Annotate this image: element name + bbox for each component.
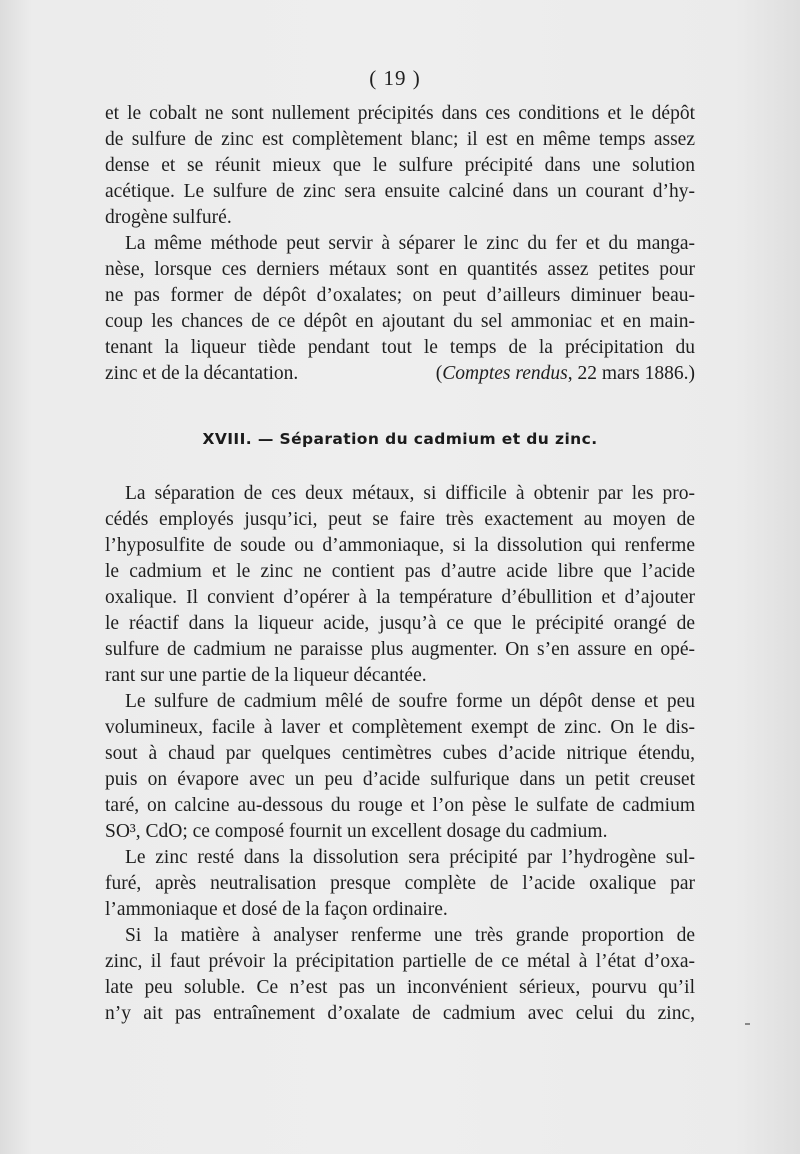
citation-open-paren: ( [435, 363, 443, 384]
citation-line [105, 361, 695, 387]
text-line: Le sulfure de cadmium mêlé de soufre forme un dépôt dense et peu [125, 691, 695, 712]
text-line: puis on évapore avec un peu d’acide sulfurique dans un petit creuset [105, 769, 695, 790]
text-line: l’ammoniaque et dosé de la façon ordinaire. [105, 899, 448, 920]
text-line: volumineux, facile à laver et complètement exempt de zinc. On le dis- [105, 717, 695, 738]
text-line: cédés employés jusqu’ici, peut se faire très exactement au moyen de [105, 509, 695, 530]
text-line: SO³, CdO; ce composé fournit un excellent dosage du cadmium. [105, 821, 608, 842]
text-line: ne pas former de dépôt d’oxalates; on peut d’ailleurs diminuer beau- [105, 285, 695, 306]
text-line: coup les chances de ce dépôt en ajoutant du sel ammoniac et en main- [105, 311, 695, 332]
text-line: sout à chaud par quelques centimètres cubes d’acide nitrique étendu, [105, 743, 695, 764]
text-line: drogène sulfuré. [105, 207, 232, 228]
citation-text: zinc et de la décantation. [105, 363, 299, 384]
text-line: La séparation de ces deux métaux, si difficile à obtenir par les pro- [125, 483, 695, 504]
text-line: n’y ait pas entraînement d’oxalate de cadmium avec celui du zinc, [105, 1003, 695, 1024]
text-line: taré, on calcine au-dessous du rouge et l’on pèse le sulfate de cadmium [105, 795, 695, 816]
text-line: late peu soluble. Ce n’est pas un inconvénient sérieux, pourvu qu’il [105, 977, 695, 998]
section-title: XVIII. — Séparation du cadmium et du zinc. [202, 430, 598, 448]
text-line: rant sur une partie de la liqueur décantée. [105, 665, 427, 686]
text-line: sulfure de cadmium ne paraisse plus augmenter. On s’en assure en opé- [105, 639, 695, 660]
page-number: ( 19 ) [369, 66, 421, 90]
text-line: Si la matière à analyser renferme une très grande proportion de [125, 925, 695, 946]
text-line: dense et se réunit mieux que le sulfure précipité dans une solution [105, 155, 695, 176]
text-line: le réactif dans la liqueur acide, jusqu’à ce que le précipité orangé de [105, 613, 695, 634]
text-line: tenant la liqueur tiède pendant tout le temps de la précipitation du [105, 337, 695, 358]
citation-journal: Comptes rendus [442, 363, 568, 384]
text-line: de sulfure de zinc est complètement blanc; il est en même temps assez [105, 129, 695, 150]
text-line: La même méthode peut servir à séparer le zinc du fer et du manga- [125, 233, 695, 254]
text-line: furé, après neutralisation presque complète de l’acide oxalique par [105, 873, 695, 894]
print-speck [745, 1023, 750, 1025]
text-line: le cadmium et le zinc ne contient pas d’autre acide libre que l’acide [105, 561, 695, 582]
text-line: oxalique. Il convient d’opérer à la température d’ébullition et d’ajouter [105, 587, 695, 608]
text-line: l’hyposulfite de soude ou d’ammoniaque, si la dissolution qui renferme [105, 535, 695, 556]
text-line: zinc, il faut prévoir la précipitation partielle de ce métal à l’état d’oxa- [105, 951, 695, 972]
text-line: Le zinc resté dans la dissolution sera précipité par l’hydrogène sul- [125, 847, 695, 868]
citation-date: , 22 mars 1886.) [567, 363, 695, 384]
text-line: et le cobalt ne sont nullement précipités dans ces conditions et le dépôt [105, 103, 695, 124]
text-line: nèse, lorsque ces derniers métaux sont en quantités assez petites pour [105, 259, 695, 280]
citation-source [436, 361, 695, 387]
text-line: acétique. Le sulfure de zinc sera ensuite calciné dans un courant d’hy- [105, 181, 695, 202]
